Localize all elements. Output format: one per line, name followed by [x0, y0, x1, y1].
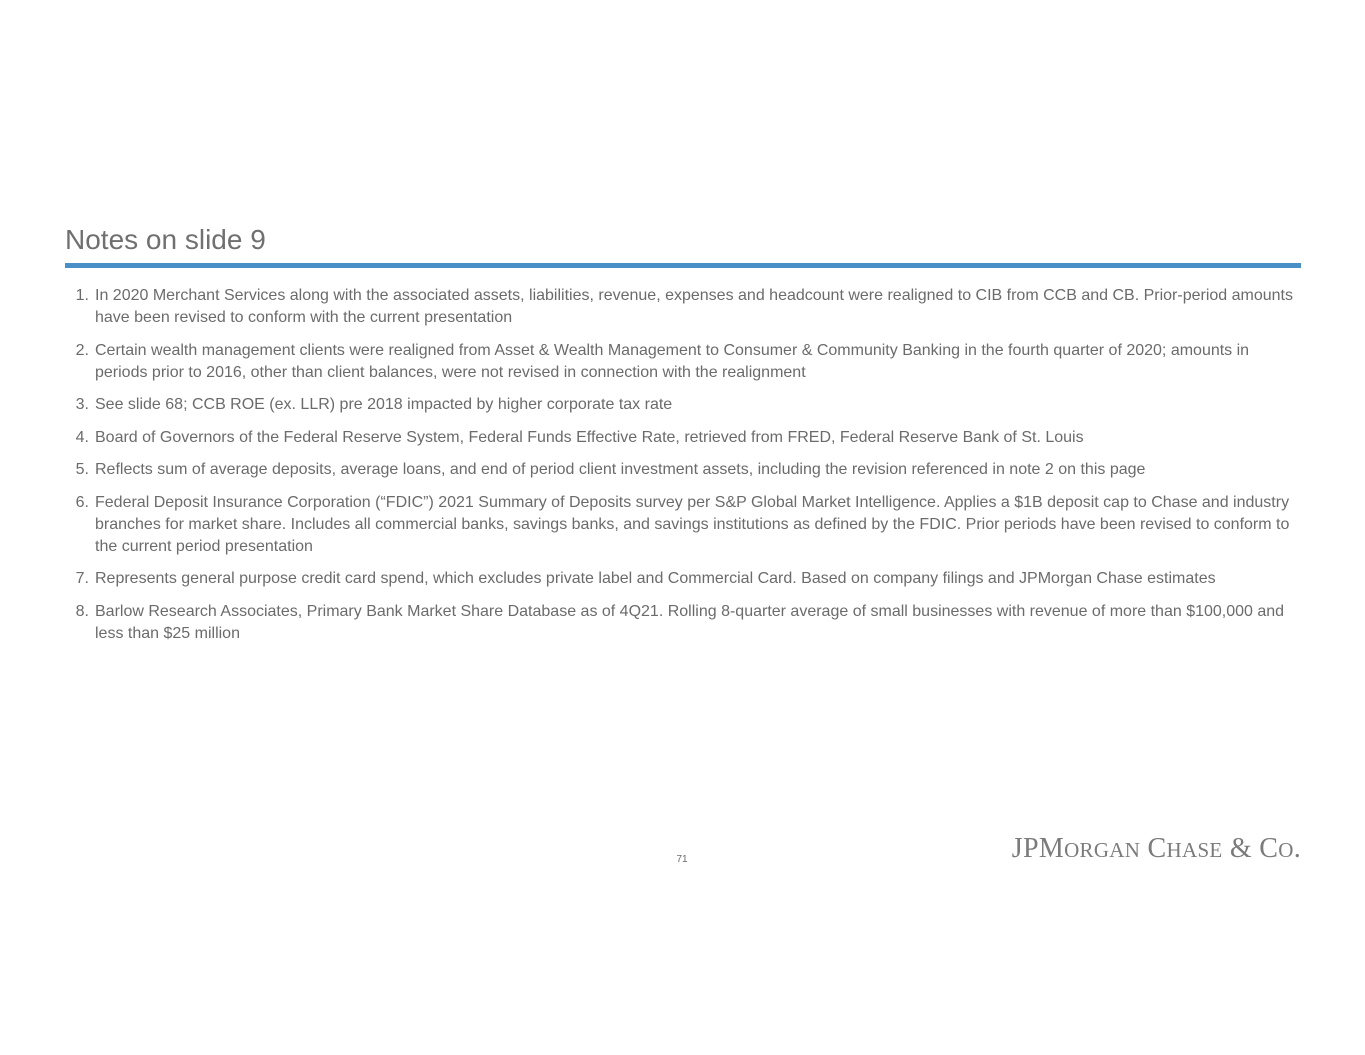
note-number: 8. — [75, 602, 89, 620]
notes-list — [65, 285, 1305, 655]
title-divider — [65, 263, 1301, 268]
note-item — [65, 340, 1305, 384]
note-item — [65, 394, 1305, 416]
company-logo: JPMORGAN CHASE & CO. — [1011, 833, 1301, 864]
note-item — [65, 459, 1305, 481]
note-text: See slide 68; CCB ROE (ex. LLR) pre 2018 impacted by higher corporate tax rate — [95, 396, 673, 413]
note-text: Board of Governors of the Federal Reserve System, Federal Funds Effective Rate, retrieved from FRED, Federal Reserve Bank of St. Louis — [95, 428, 1084, 446]
note-item — [65, 601, 1305, 645]
note-text: In 2020 Merchant Services along with the associated assets, liabilities, revenue, expenses and headcount were realigned to CIB from CCB and CB. Prior-period amounts have been revised to conform with the current presentation — [95, 287, 1293, 326]
note-text: Federal Deposit Insurance Corporation (“FDIC”) 2021 Summary of Deposits survey per S&P Global Market Intelligence. Applies a $1B deposit cap to Chase and industry branches for market share. Includes all commercial banks, savings banks, and savings institutions as defined by the FDIC. Prior periods have been revised to conform to the current period presentation — [95, 493, 1290, 555]
note-number: 1. — [75, 287, 89, 304]
note-text: Certain wealth management clients were realigned from Asset & Wealth Management to Consumer & Community Banking in the fourth quarter of 2020; amounts in periods prior to 2016, other than client balances, were not revised in connection with the realignment — [95, 341, 1250, 381]
note-number: 4. — [75, 428, 89, 446]
note-item — [65, 492, 1305, 558]
note-item — [65, 285, 1305, 329]
note-text: Reflects sum of average deposits, average loans, and end of period client investment assets, including the revision referenced in note 2 on this page — [95, 461, 1146, 478]
note-item — [65, 568, 1305, 590]
note-text: Represents general purpose credit card spend, which excludes private label and Commercial Card. Based on company filings and JPMorgan Chase estimates — [95, 570, 1216, 587]
page-title: Notes on slide 9 — [65, 224, 266, 255]
note-text: Barlow Research Associates, Primary Bank Market Share Database as of 4Q21. Rolling 8-quarter average of small businesses with revenue of more than $100,000 and less than $25 million — [95, 602, 1285, 642]
note-number: 2. — [75, 341, 89, 359]
note-number: 7. — [75, 570, 89, 587]
note-number: 6. — [75, 493, 89, 511]
note-item — [65, 427, 1305, 449]
note-number: 3. — [75, 396, 89, 413]
note-number: 5. — [75, 461, 89, 478]
page-number: 71 — [676, 854, 688, 865]
